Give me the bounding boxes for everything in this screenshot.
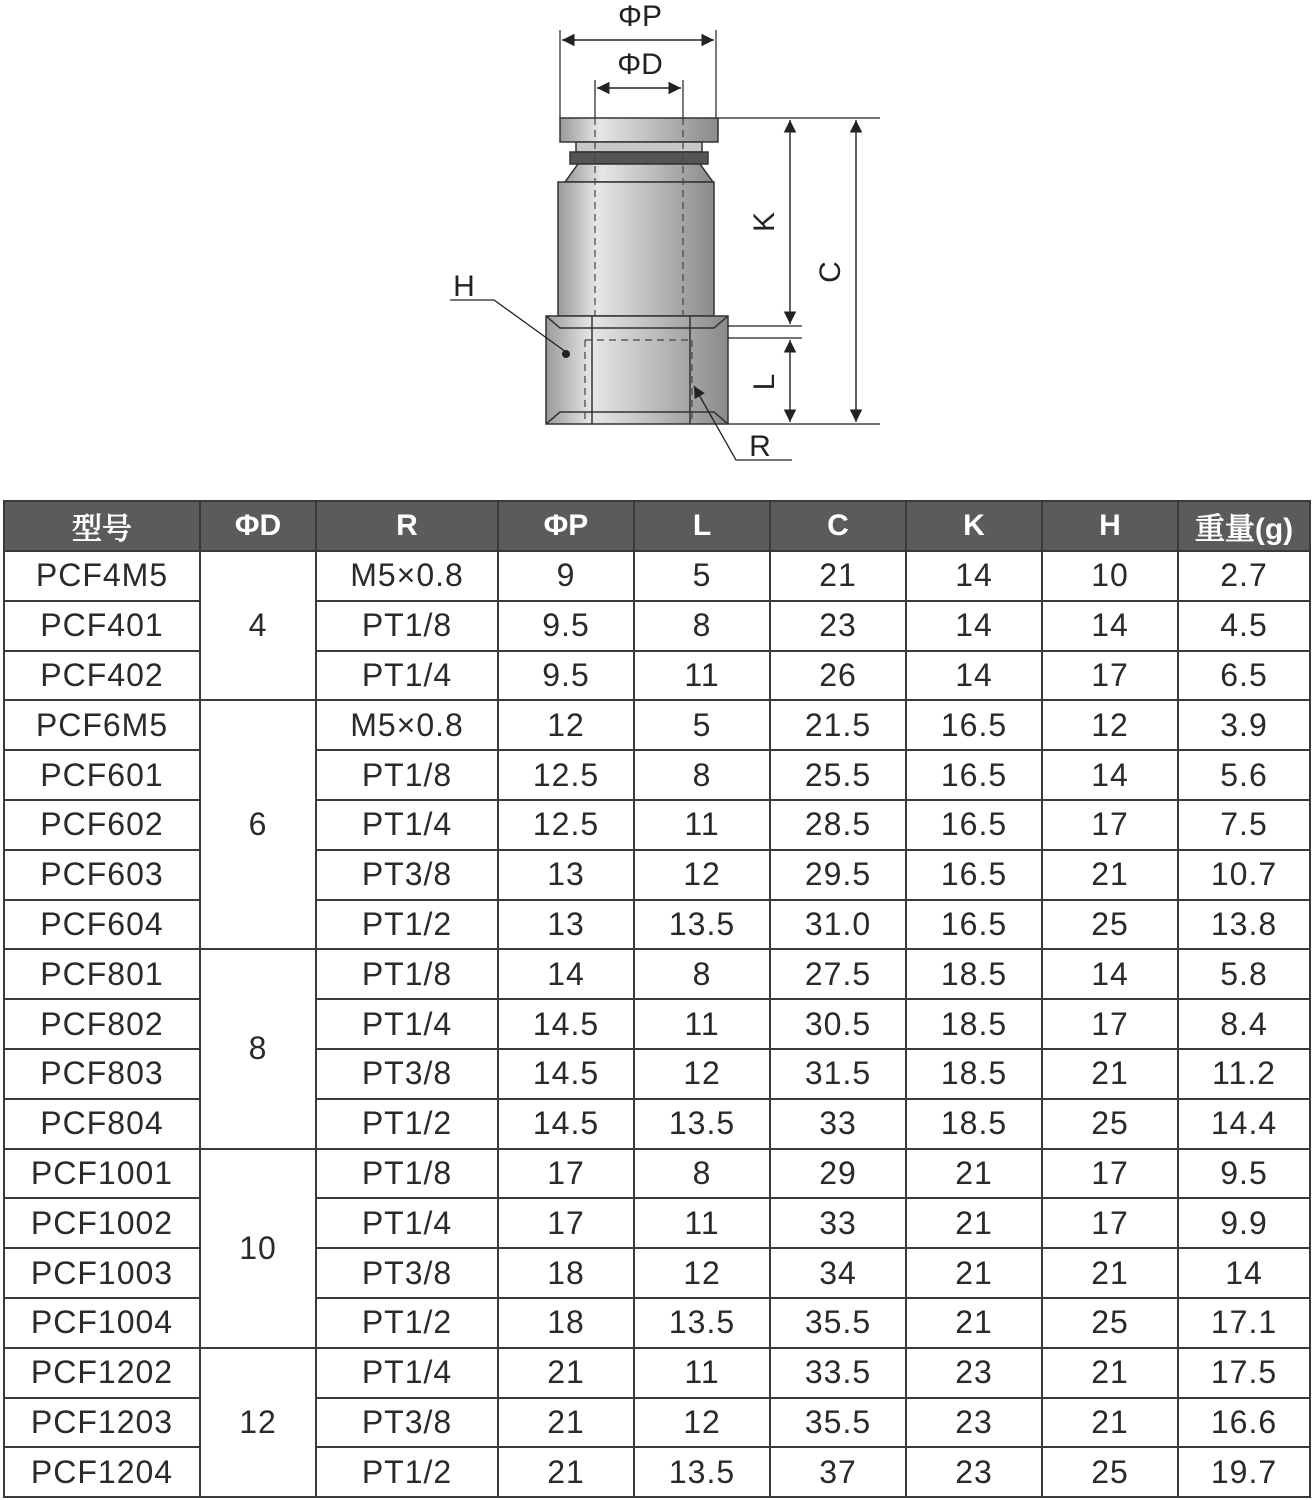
cell-weight: 14	[1178, 1248, 1310, 1298]
cell-r: M5×0.8	[316, 700, 498, 750]
table-row	[4, 1149, 1310, 1199]
cell-phi-p: 21	[498, 1348, 634, 1398]
cell-phi-p: 12	[498, 700, 634, 750]
cell-weight: 9.5	[1178, 1149, 1310, 1199]
cell-weight: 14.4	[1178, 1099, 1310, 1149]
table-row	[4, 1049, 1310, 1099]
table-row	[4, 1298, 1310, 1348]
cell-l: 13.5	[634, 1447, 770, 1497]
cell-phi-p: 13	[498, 900, 634, 950]
cell-model: PCF604	[4, 900, 200, 950]
header-phi-p: ΦP	[498, 501, 634, 551]
table-row	[4, 800, 1310, 850]
cell-k: 21	[906, 1198, 1042, 1248]
cell-r: PT1/4	[316, 800, 498, 850]
cell-model: PCF402	[4, 651, 200, 701]
cell-h: 21	[1042, 850, 1178, 900]
label-l: L	[748, 373, 781, 391]
cell-c: 35.5	[770, 1398, 906, 1448]
cell-c: 31.5	[770, 1049, 906, 1099]
cell-weight: 3.9	[1178, 700, 1310, 750]
cell-weight: 17.1	[1178, 1298, 1310, 1348]
cell-model: PCF603	[4, 850, 200, 900]
cell-k: 21	[906, 1248, 1042, 1298]
cell-k: 16.5	[906, 750, 1042, 800]
cell-phi-p: 14.5	[498, 1099, 634, 1149]
cell-h: 14	[1042, 750, 1178, 800]
cell-phi-p: 14.5	[498, 1049, 634, 1099]
cell-k: 16.5	[906, 700, 1042, 750]
cell-phi-p: 9	[498, 551, 634, 601]
header-r: R	[316, 501, 498, 551]
cell-k: 23	[906, 1447, 1042, 1497]
label-h: H	[453, 270, 475, 303]
cell-weight: 10.7	[1178, 850, 1310, 900]
cell-phi-p: 12.5	[498, 750, 634, 800]
table-row	[4, 1398, 1310, 1448]
cell-k: 23	[906, 1348, 1042, 1398]
cell-phi-p: 17	[498, 1198, 634, 1248]
label-phi-p: ΦP	[618, 0, 662, 33]
cell-k: 14	[906, 601, 1042, 651]
cell-weight: 6.5	[1178, 651, 1310, 701]
cell-model: PCF1004	[4, 1298, 200, 1348]
cell-k: 16.5	[906, 900, 1042, 950]
cell-phi-p: 21	[498, 1447, 634, 1497]
cell-c: 33	[770, 1099, 906, 1149]
cell-phi-p: 18	[498, 1298, 634, 1348]
cell-r: PT1/4	[316, 1348, 498, 1398]
cell-l: 8	[634, 601, 770, 651]
cell-r: PT3/8	[316, 1049, 498, 1099]
cell-k: 18.5	[906, 1049, 1042, 1099]
table-row	[4, 1348, 1310, 1398]
cell-phi-p: 18	[498, 1248, 634, 1298]
cell-h: 12	[1042, 700, 1178, 750]
table-row	[4, 900, 1310, 950]
table-row	[4, 700, 1310, 750]
cell-weight: 5.6	[1178, 750, 1310, 800]
cell-c: 27.5	[770, 949, 906, 999]
cell-model: PCF1001	[4, 1149, 200, 1199]
cell-k: 14	[906, 651, 1042, 701]
cell-h: 17	[1042, 1149, 1178, 1199]
cell-weight: 2.7	[1178, 551, 1310, 601]
cell-weight: 5.8	[1178, 949, 1310, 999]
table-row	[4, 601, 1310, 651]
label-phi-d: ΦD	[617, 48, 663, 81]
cell-l: 5	[634, 551, 770, 601]
cell-r: PT1/2	[316, 1447, 498, 1497]
cell-h: 25	[1042, 1099, 1178, 1149]
cell-c: 25.5	[770, 750, 906, 800]
cell-phi-d: 8	[200, 949, 316, 1148]
cell-h: 21	[1042, 1248, 1178, 1298]
oring-groove	[570, 152, 708, 164]
cell-weight: 8.4	[1178, 999, 1310, 1049]
h-leader-dot	[562, 350, 570, 358]
cell-phi-d: 10	[200, 1149, 316, 1348]
cell-r: PT1/2	[316, 1099, 498, 1149]
hex-nut	[546, 316, 728, 424]
cell-c: 30.5	[770, 999, 906, 1049]
cell-k: 21	[906, 1149, 1042, 1199]
cell-phi-p: 13	[498, 850, 634, 900]
cell-k: 16.5	[906, 800, 1042, 850]
cell-c: 26	[770, 651, 906, 701]
table-row	[4, 949, 1310, 999]
cell-h: 25	[1042, 900, 1178, 950]
cell-r: PT1/4	[316, 999, 498, 1049]
cell-l: 11	[634, 1198, 770, 1248]
spec-table	[3, 500, 1311, 1498]
cell-r: PT1/2	[316, 900, 498, 950]
cell-k: 23	[906, 1398, 1042, 1448]
cell-phi-p: 21	[498, 1398, 634, 1448]
table-row	[4, 551, 1310, 601]
cell-h: 25	[1042, 1298, 1178, 1348]
cell-l: 11	[634, 800, 770, 850]
table-row	[4, 651, 1310, 701]
cell-h: 17	[1042, 651, 1178, 701]
header-model: 型号	[4, 501, 200, 551]
cell-c: 29.5	[770, 850, 906, 900]
cell-h: 17	[1042, 999, 1178, 1049]
cell-model: PCF1003	[4, 1248, 200, 1298]
header-l: L	[634, 501, 770, 551]
cell-l: 8	[634, 750, 770, 800]
cell-k: 18.5	[906, 999, 1042, 1049]
cell-l: 8	[634, 949, 770, 999]
cell-h: 10	[1042, 551, 1178, 601]
cell-c: 34	[770, 1248, 906, 1298]
cell-k: 21	[906, 1298, 1042, 1348]
cell-phi-p: 9.5	[498, 651, 634, 701]
cell-h: 14	[1042, 601, 1178, 651]
cell-l: 13.5	[634, 900, 770, 950]
cell-r: PT3/8	[316, 1398, 498, 1448]
cell-phi-p: 17	[498, 1149, 634, 1199]
cell-phi-p: 12.5	[498, 800, 634, 850]
cell-c: 21.5	[770, 700, 906, 750]
cell-model: PCF401	[4, 601, 200, 651]
cell-h: 17	[1042, 1198, 1178, 1248]
cell-model: PCF6M5	[4, 700, 200, 750]
label-r: R	[749, 430, 771, 463]
body-chamfer	[565, 164, 713, 182]
cell-k: 14	[906, 551, 1042, 601]
table-row	[4, 1198, 1310, 1248]
cell-k: 18.5	[906, 1099, 1042, 1149]
fitting-dimension-drawing	[0, 0, 1314, 490]
cell-l: 12	[634, 1398, 770, 1448]
cell-h: 21	[1042, 1398, 1178, 1448]
table-row	[4, 999, 1310, 1049]
table-header-row	[4, 501, 1310, 551]
cell-phi-p: 14	[498, 949, 634, 999]
cell-c: 37	[770, 1447, 906, 1497]
cell-k: 18.5	[906, 949, 1042, 999]
cell-k: 16.5	[906, 850, 1042, 900]
table-row	[4, 1099, 1310, 1149]
cell-l: 11	[634, 1348, 770, 1398]
cell-model: PCF4M5	[4, 551, 200, 601]
cell-model: PCF1002	[4, 1198, 200, 1248]
cell-model: PCF1202	[4, 1348, 200, 1398]
cell-r: PT1/2	[316, 1298, 498, 1348]
cell-c: 28.5	[770, 800, 906, 850]
spec-table-body	[4, 551, 1310, 1497]
cell-weight: 19.7	[1178, 1447, 1310, 1497]
cell-l: 8	[634, 1149, 770, 1199]
cell-h: 14	[1042, 949, 1178, 999]
cell-weight: 9.9	[1178, 1198, 1310, 1248]
cell-c: 23	[770, 601, 906, 651]
cell-r: PT3/8	[316, 1248, 498, 1298]
cell-model: PCF602	[4, 800, 200, 850]
cell-phi-d: 6	[200, 700, 316, 949]
cell-l: 11	[634, 651, 770, 701]
cell-c: 31.0	[770, 900, 906, 950]
cell-c: 21	[770, 551, 906, 601]
cell-model: PCF601	[4, 750, 200, 800]
cell-weight: 7.5	[1178, 800, 1310, 850]
cell-phi-d: 4	[200, 551, 316, 700]
cell-r: PT1/8	[316, 601, 498, 651]
cell-model: PCF804	[4, 1099, 200, 1149]
cell-model: PCF803	[4, 1049, 200, 1099]
cell-h: 25	[1042, 1447, 1178, 1497]
cell-c: 29	[770, 1149, 906, 1199]
cell-phi-d: 12	[200, 1348, 316, 1497]
cell-r: PT1/8	[316, 1149, 498, 1199]
table-row	[4, 1447, 1310, 1497]
cell-phi-p: 9.5	[498, 601, 634, 651]
release-collar	[560, 118, 718, 142]
cell-c: 33	[770, 1198, 906, 1248]
body-cylinder	[558, 182, 714, 316]
cell-weight: 4.5	[1178, 601, 1310, 651]
cell-r: PT3/8	[316, 850, 498, 900]
cell-weight: 13.8	[1178, 900, 1310, 950]
table-row	[4, 1248, 1310, 1298]
cell-model: PCF1204	[4, 1447, 200, 1497]
cell-l: 13.5	[634, 1298, 770, 1348]
cell-h: 21	[1042, 1348, 1178, 1398]
cell-h: 21	[1042, 1049, 1178, 1099]
cell-l: 12	[634, 1049, 770, 1099]
cell-l: 13.5	[634, 1099, 770, 1149]
table-row	[4, 750, 1310, 800]
label-c: C	[814, 261, 847, 283]
cell-r: PT1/4	[316, 1198, 498, 1248]
cell-weight: 11.2	[1178, 1049, 1310, 1099]
cell-c: 35.5	[770, 1298, 906, 1348]
cell-l: 12	[634, 850, 770, 900]
table-row	[4, 850, 1310, 900]
cell-l: 12	[634, 1248, 770, 1298]
cell-phi-p: 14.5	[498, 999, 634, 1049]
label-k: K	[748, 211, 781, 233]
header-phi-d: ΦD	[200, 501, 316, 551]
cell-r: M5×0.8	[316, 551, 498, 601]
cell-l: 5	[634, 700, 770, 750]
cell-weight: 16.6	[1178, 1398, 1310, 1448]
fitting-body	[546, 118, 728, 424]
header-c: C	[770, 501, 906, 551]
cell-c: 33.5	[770, 1348, 906, 1398]
header-h: H	[1042, 501, 1178, 551]
cell-model: PCF802	[4, 999, 200, 1049]
header-k: K	[906, 501, 1042, 551]
cell-weight: 17.5	[1178, 1348, 1310, 1398]
cell-h: 17	[1042, 800, 1178, 850]
cell-r: PT1/8	[316, 750, 498, 800]
cell-model: PCF801	[4, 949, 200, 999]
cell-model: PCF1203	[4, 1398, 200, 1448]
cell-l: 11	[634, 999, 770, 1049]
cell-r: PT1/4	[316, 651, 498, 701]
header-weight: 重量(g)	[1178, 501, 1310, 551]
cell-r: PT1/8	[316, 949, 498, 999]
